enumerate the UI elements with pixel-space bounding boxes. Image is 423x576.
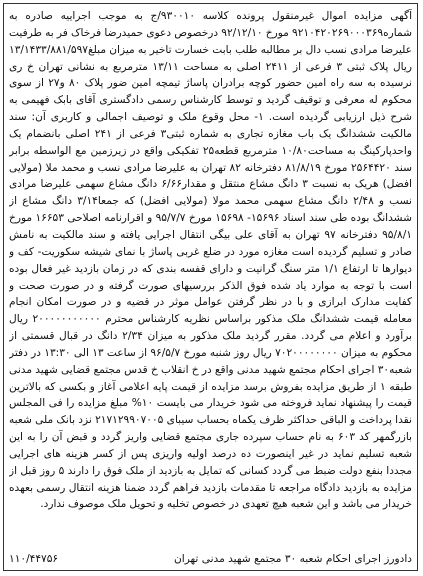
notice-code: ۱۱۰/۴۴۷۵۶: [9, 553, 59, 565]
notice-body: آگهی مزایده اموال غیرمنقول پرونده کلاسه ۹۳۰۰۱۰/ج به موجب اجراییه صادره به شماره۹۲۱۰۴۲۰۲۶۹۰۰۰۳۶۹ مورخ ۹۲/۱۲/۱۰ درخصوص دعوی حمیدرضا فرخاک فر به طرفیت علیرضا مرادی نسب دال بر مطالبه طلب بابت خسارت تاخیر به میزان مبلغ۱۳/۱۴۳۳/۸۸۱/۵۹۷ ریال پلاک ثبتی ۳ فرعی از ۲۴۱۱ اصلی به مساحت ۱۳/۱۱ مترمربع به نشانی تهران خ ری نرسیده به سه راه امین حضور کوچه برادران پاساژ تیمچه امین ضور پلاک ۸۰ و۲۷ از سوی محکوم له معرفی و توقیف گردید و توسط کارشناس رسمی دادگستری آقای بابک فهیمی به شرح ذیل ارزیابی گردیده است. ۱- محل وقوع ملک و توصیف اجمالی و کاربری آن: سند مالکیت ششدانگ یک باب مغازه تجاری به شماره ثبتی۳ فرعی از ۲۴۱ اصلی بانضمام یک واحدپارکینگ به مساحت۱۰/۸۰ مترمربع قطعه۲۵ تفکیکی واقع در زیرزمین مع الواسطه برابر سند ۲۵۶۴۴۲۰ مورخ ۸۱/۸/۱۹ دفترخانه ۸۲ تهران به علیرضا مرادی نسب و محمد ملا (مولایی افضل) هریک به نسبت ۳ دانگ مشاع منتقل و مقدار۶/۶۶ دانگ مشاع سهمی علیرضا مرادی نسب و ۲/۴۸ دانگ مشاع سهمی محمد مولا (مولایی افضل) که جمعا۳/۱۴ دانگ مشاع از ششدانگ بوده طی سند اسناد ۱۵۶۹۶- ۱۵۶۹۸ مورخ ۹۵/۷/۷ و اقرارنامه اصلاحی ۱۶۶۵۳ مورخ ۹۵/۸/۱ دفترخانه ۹۷ تهران به آقای علی بیگی انتقال اجرایی یافته و سند مالکیت به نامش صادر و تسلیم گردیده است مغازه مورد در ضلع غربی پاساژ با نمای شیشه سکوریت- کف و دیوارها تا ارتفاع ۱/۱ متر سنگ گرانیت و دارای قفسه بندی که در زمان بازدید غیر فعال بوده است با توجه به موارد یاد شده فوق الذکر بررسیهای صورت گرفته و در صورت صحت و کفایت مدارک ابرازی و با در نظر گرفتن عوامل موثر در قضیه و در صورت امکان انجام معامله قیمت ششدانگ ملک مذکور براساس نظریه کارشناس محترم ۲۰۰۰۰۰۰۰۰۰۰۰ ریال برآورد و اعلام می گردد. مقرر گردید ملک مذکور به میزان ۲/۳۴ دانگ در قبال قسمتی از محکوم به میزان ۷۰۲۰۰۰۰۰۰۰۰ ریال روز شنبه مورخ ۹۶/۵/۷ از ساعت ۱۳ الی ۱۳:۳۰ در دفتر شعبه۳۰ اجرای احکام مجتمع شهید مدنی واقع در خ انقلاب خ قدس مجتمع قضایی شهید مدنی طبقه ۱ از طریق مزایده بفروش برسد مزایده از قیمت پایه اعلامی آغاز و بکسی که بالاترین قیمت را پیشنهاد نماید فروخته می شود خریدار می بایست ۱۰% مبلغ مزایده را فی المجلس نقدا پرداخت و الباقی حداکثر ظرف یکماه بحساب سیبای ۲۱۷۱۲۹۹۰۷۰۰۵ نزد بانک ملی شعبه بازرگمهر کد ۶۰۳ به نام حساب سپرده جاری مجتمع قضایی واریز گردد و قبض آن را به این شعبه تسلیم نماید در غیر اینصورت ده درصد اولیه واریزی پس از کسر هزینه های اجرایی مجددا بنفع دولت ضبط می گردد کسانی که تمایل به بازدید از ملک فوق را دارند ۵ روز قبل از مزایده به بازدید دادگاه مراجعه تا مقدمات بازدید فراهم گردد ضمنا هزینه انتقال رسمی بعهده خریدار می باشد و این شعبه هیچ تعهدی در خصوص تخلیه و تحویل ملک موصوف ندارد.: [9, 10, 412, 511]
auction-notice: [3, 3, 418, 571]
notice-footer: [9, 552, 412, 566]
notice-signature: دادورز اجرای احکام شعبه ۳۰ مجتمع شهید مدنی تهران: [173, 553, 412, 565]
